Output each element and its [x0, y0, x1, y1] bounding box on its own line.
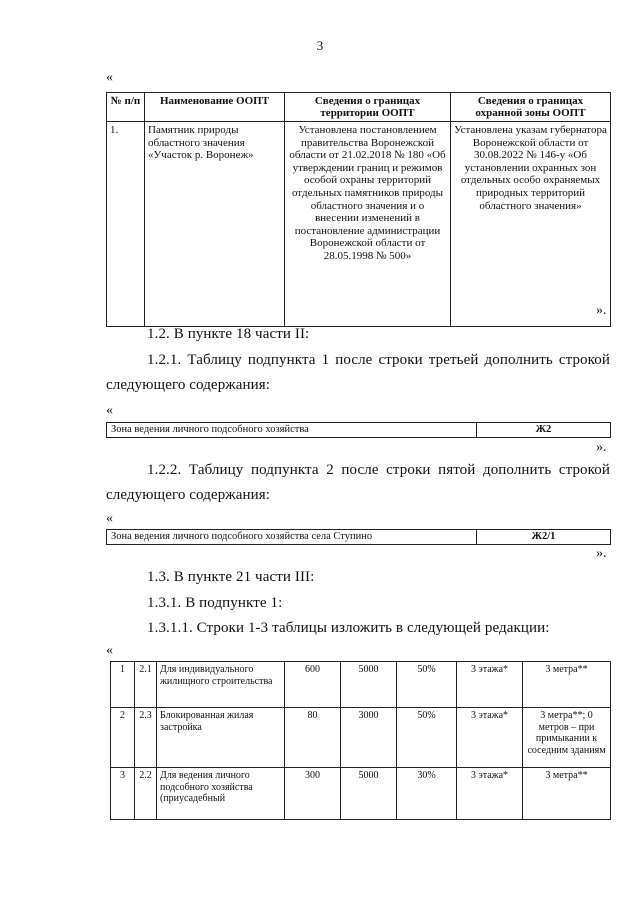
header-zone: Сведения о границах охранной зоны ООПТ [451, 93, 611, 122]
zone-table-2 [106, 529, 611, 545]
cell-borders: Установлена постановлением правительства Воронежской области от 21.02.2018 № 180 «Об утверждении границ и режимов особой охраны территорий отдельных памятников природы областного значения и о внесении изменений в постановление администрации Воронежской области от 28.05.1998 № 500» [285, 122, 451, 327]
cell-num: 1. [107, 122, 145, 327]
close-quote: ». [596, 440, 607, 455]
paragraph-1-2-2-line2: следующего содержания: [106, 487, 271, 503]
cell-floors: 3 этажа* [457, 708, 523, 768]
cell-floors: 3 этажа* [457, 768, 523, 820]
table-header-row [107, 93, 611, 122]
cell-zone: Установлена указам губернатора Воронежской области от 30.08.2022 № 146-у «Об установлении охранных зон отдельных особо охраняемых природных территорий областного значения» [451, 122, 611, 327]
cell-indent: 3 метра**; 0 метров – при примыкании к соседним зданиям [523, 708, 611, 768]
cell-max-area: 5000 [341, 662, 397, 708]
cell-row-num: 1 [111, 662, 135, 708]
cell-indent: 3 метра** [523, 768, 611, 820]
close-quote: ». [596, 546, 607, 561]
table-row [107, 423, 611, 438]
zone-name: Зона ведения личного подсобного хозяйства села Ступино [107, 530, 477, 545]
table-row [111, 662, 611, 708]
cell-floors: 3 этажа* [457, 662, 523, 708]
header-borders: Сведения о границах территории ООПТ [285, 93, 451, 122]
paragraph-1-2-2-line1: 1.2.2. Таблицу подпункта 2 после строки пятой дополнить строкой [147, 462, 610, 478]
cell-row-num: 3 [111, 768, 135, 820]
table-row [107, 530, 611, 545]
table-row [107, 122, 611, 327]
paragraph-1-3-1-1: 1.3.1.1. Строки 1-3 таблицы изложить в следующей редакции: [147, 620, 550, 636]
cell-percent: 50% [397, 708, 457, 768]
open-quote: « [106, 643, 113, 658]
parameters-table [110, 661, 611, 820]
paragraph-1-2-1-line2: следующего содержания: [106, 377, 271, 393]
cell-min-area: 80 [285, 708, 341, 768]
close-quote: ». [596, 303, 607, 318]
cell-name: Памятник природы областного значения «Участок р. Воронеж» [145, 122, 285, 327]
paragraph-1-3: 1.3. В пункте 21 части III: [147, 569, 315, 585]
cell-min-area: 300 [285, 768, 341, 820]
cell-min-area: 600 [285, 662, 341, 708]
cell-name: Для индивидуального жилищного строительства [157, 662, 285, 708]
zone-table-1 [106, 422, 611, 438]
oopt-table [106, 92, 611, 327]
cell-code: 2.3 [135, 708, 157, 768]
open-quote: « [106, 70, 113, 85]
open-quote: « [106, 403, 113, 418]
zone-code: Ж2 [477, 423, 611, 438]
header-name: Наименование ООПТ [145, 93, 285, 122]
open-quote: « [106, 511, 113, 526]
cell-max-area: 5000 [341, 768, 397, 820]
paragraph-1-3-1: 1.3.1. В подпункте 1: [147, 595, 283, 611]
paragraph-1-2-1-line1: 1.2.1. Таблицу подпункта 1 после строки третьей дополнить строкой [147, 352, 610, 368]
cell-name: Блокированная жилая застройка [157, 708, 285, 768]
cell-percent: 50% [397, 662, 457, 708]
header-num: № п/п [107, 93, 145, 122]
zone-name: Зона ведения личного подсобного хозяйства [107, 423, 477, 438]
table-row [111, 768, 611, 820]
cell-name: Для ведения личного подсобного хозяйства (приусадебный [157, 768, 285, 820]
table-row [111, 708, 611, 768]
cell-percent: 30% [397, 768, 457, 820]
page-number: 3 [316, 38, 324, 53]
cell-row-num: 2 [111, 708, 135, 768]
paragraph-1-2: 1.2. В пункте 18 части II: [147, 326, 310, 342]
cell-indent: 3 метра** [523, 662, 611, 708]
zone-code: Ж2/1 [477, 530, 611, 545]
cell-code: 2.2 [135, 768, 157, 820]
cell-code: 2.1 [135, 662, 157, 708]
cell-max-area: 3000 [341, 708, 397, 768]
